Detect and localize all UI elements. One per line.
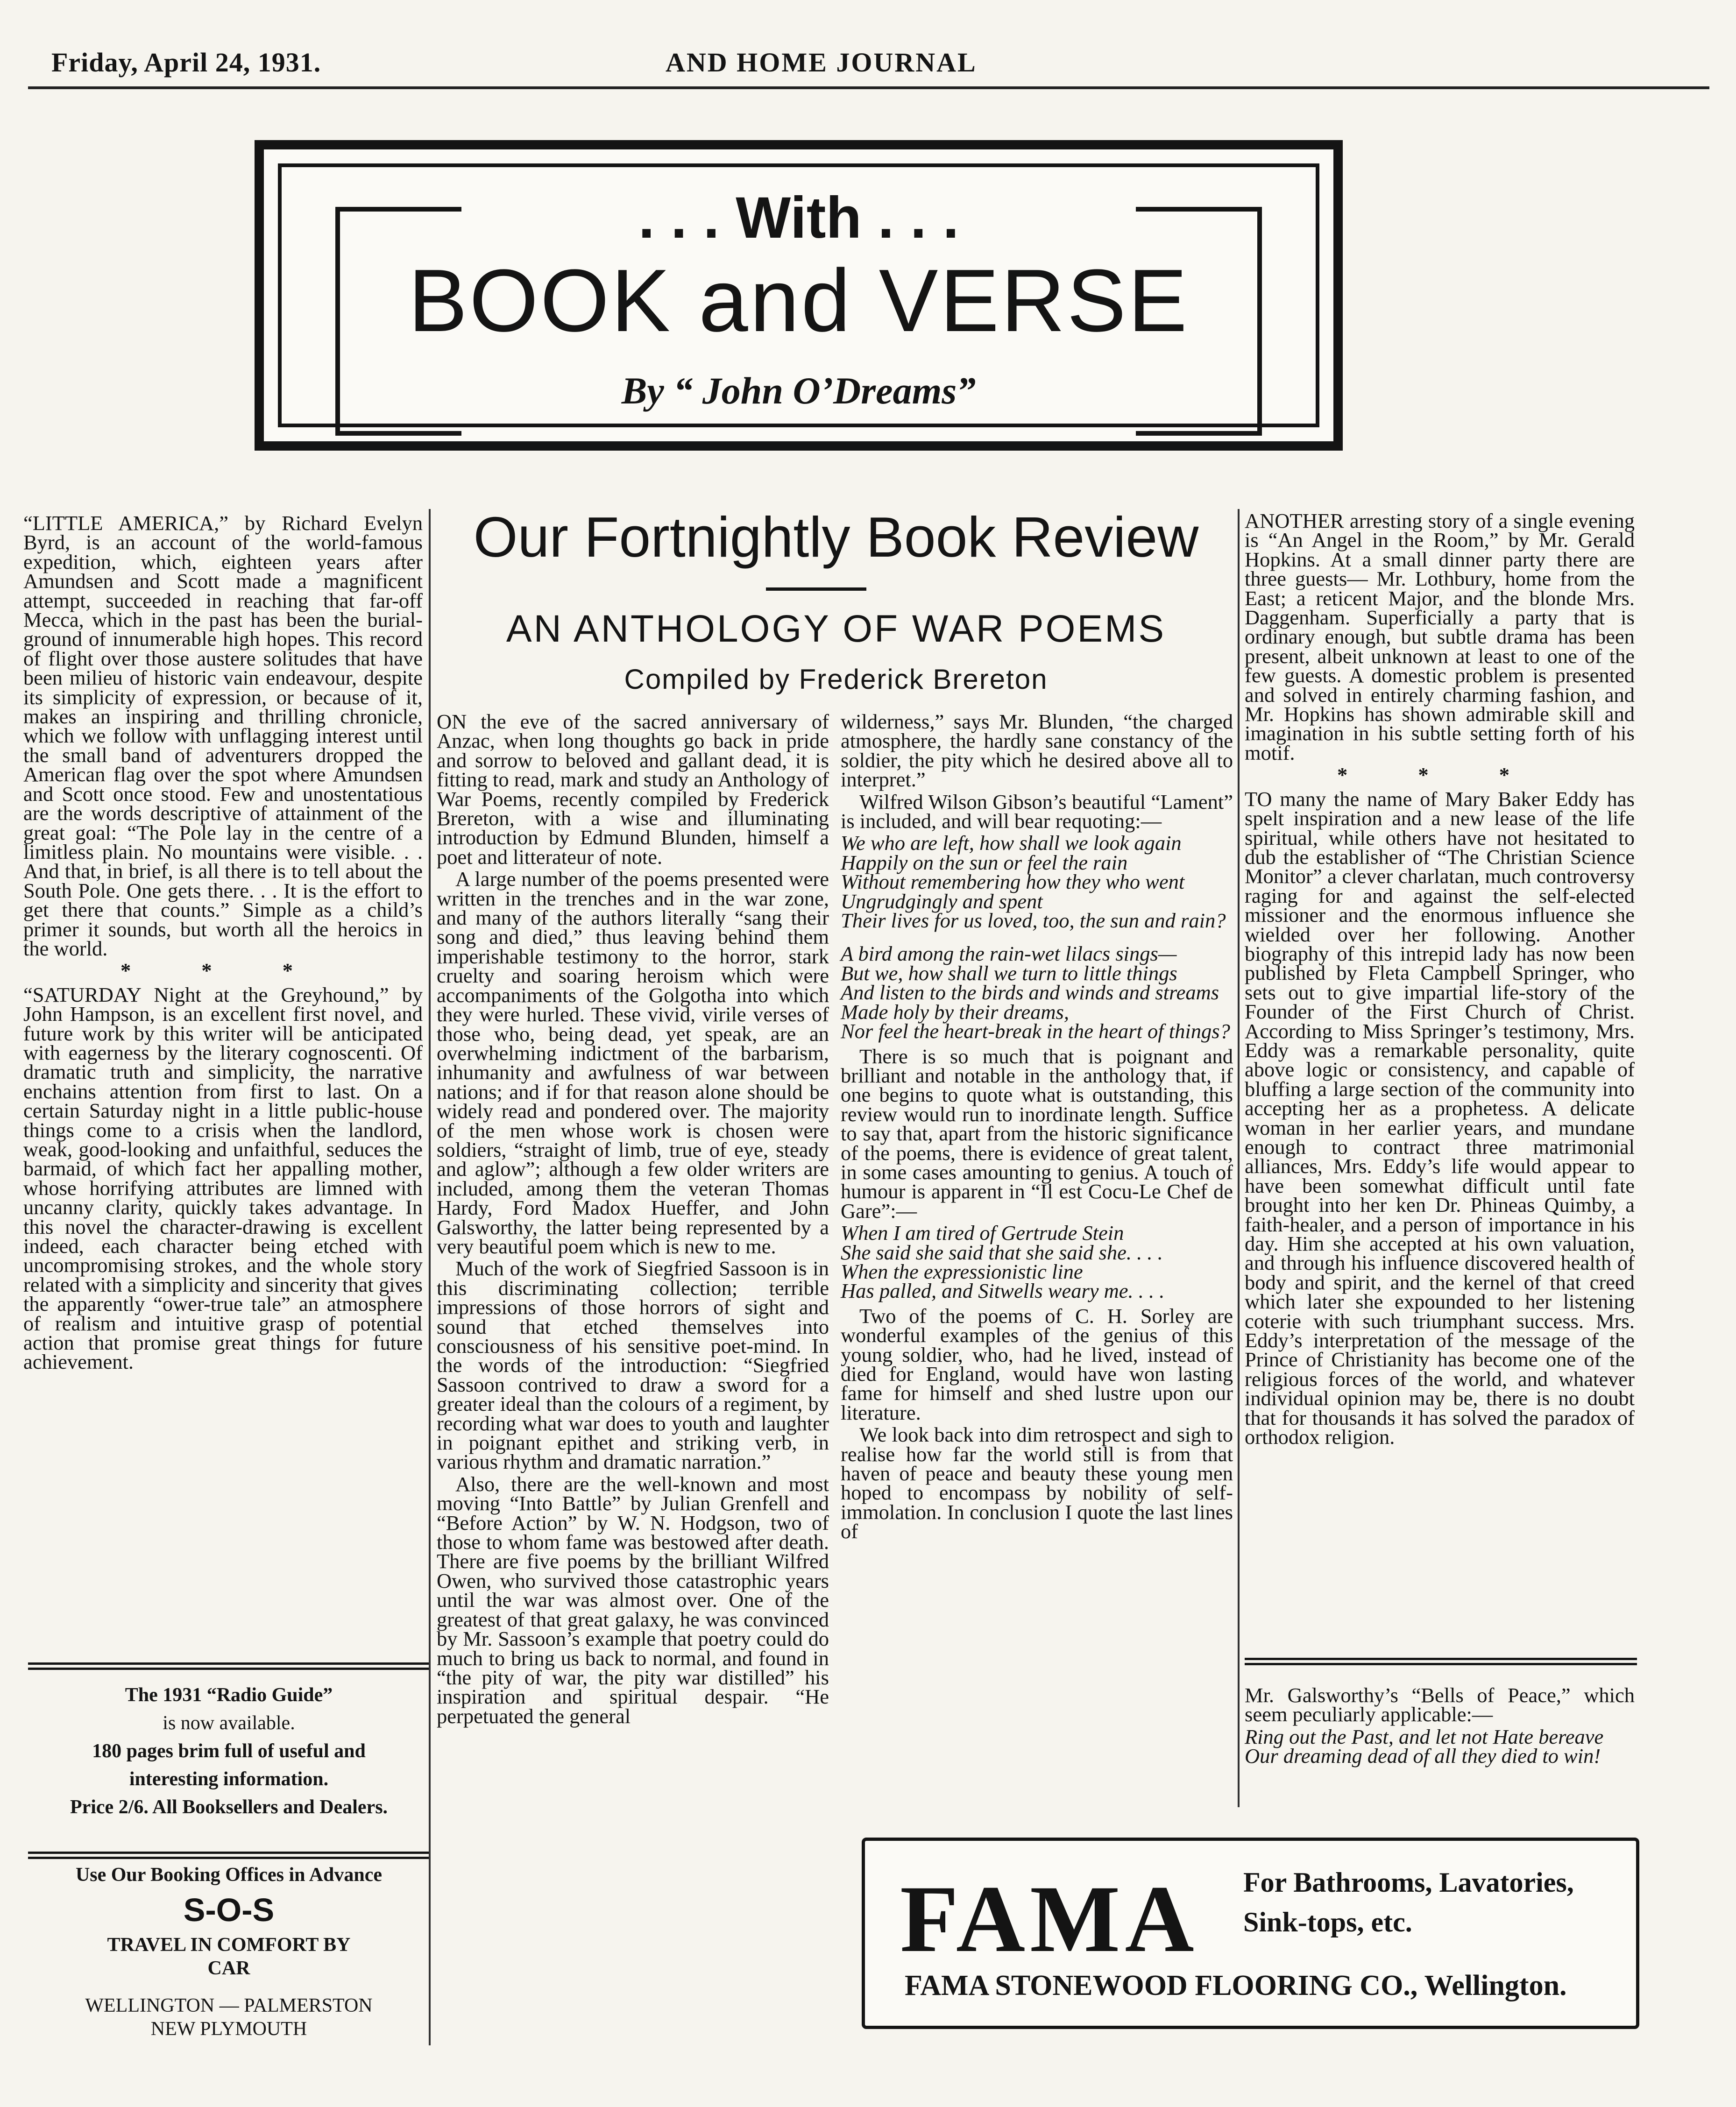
grenfell-owen-paragraph: Also, there are the well-known and most moving “Into Battle” by Julian Grenfell and “Before Action” by W. N. Hodgson, two of those to whom fame was bestowed after death. There are five poems by the brilliant Wilfred Owen, who survived those catastrophic years until the war was almost over. One of the greatest of that great galaxy, he was convinced by Mr. Sassoon’s example that poetry could do much to bring us back to normal, and found in “the pity of war, the pity war distilled” his inspiration and spiritual despair. “He perpetuated the general <box>437 1472 829 1728</box>
verse-line: Nor feel the heart-break in the heart of things? <box>841 1019 1230 1043</box>
verse-line: Ring out the Past, and let not Hate bereave <box>1245 1725 1604 1748</box>
center-left-column <box>437 712 829 1729</box>
verse-line: We who are left, how shall we look again <box>841 831 1182 855</box>
sos-name: S-O-S <box>183 1892 275 1928</box>
center-right-column <box>841 712 1233 1544</box>
left-divider-2 <box>28 1852 430 1859</box>
section-masthead <box>255 140 1343 451</box>
conclusion-paragraph: We look back into dim retrospect and sigh to realise how far the world still is from that haven of peace and beauty these young men hoped to encompass by nobility of self-immolation. In conclusion I quote the last lines of <box>841 1423 1233 1543</box>
sos-booking-line: Use Our Booking Offices in Advance <box>75 1864 383 1886</box>
bells-of-peace-verse <box>1245 1727 1635 1766</box>
verse-line: She said she said that she said she. . . . <box>841 1240 1163 1264</box>
sos-travel-line: TRAVEL IN COMFORT BY CAR <box>107 1934 351 1979</box>
verse-line: Our dreaming dead of all they died to win! <box>1245 1744 1601 1768</box>
anthology-subtitle: AN ANTHOLOGY OF WAR POEMS <box>506 608 1166 650</box>
verse-line: When I am tired of Gertrude Stein <box>841 1221 1124 1245</box>
column-rule-right <box>1238 509 1240 1807</box>
galsworthy-block <box>1245 1683 1635 1772</box>
radio-guide-ad <box>28 1681 430 1821</box>
verse-line: Has palled, and Sitwells weary me. . . . <box>841 1279 1165 1303</box>
sassoon-paragraph: Much of the work of Siegfried Sassoon is in this discriminating collection; terrible impressions of those horrors of sight and sound that etched themselves into consciousness of his sensitive poet-mind. In the words of the introduction: “Siegfried Sassoon contrived to draw a sword for a greater ideal than the colours of a regiment, by recording what war does to youth and laughter in poignant epithet and striking verb, in various rhythm and dramatic narration.” <box>437 1257 829 1474</box>
little-america-review: “LITTLE AMERICA,” by Richard Evelyn Byrd, is an account of the world-famous expedition, which, eighteen years after Amundsen and Scott made a magnificent attempt, succeeded in reaching that far-off Mecca, which in the past has been the burial-ground of innumerable high hopes. This record of flight over those austere solitudes that have been milieu of historic vain endeavour, despite its simplicity of expression, or because of it, makes an inspiring and thrilling chronicle, which we follow with unflagging interest until the small band of adventurers dropped the American flag over the spot where Amundsen and Scott once stood. Few and unostentatious are the words descriptive of attainment of the great goal: “The Pole lay in the centre of a limitless plain. No mountains were visible. . . And that, in brief, is all there is to tell about the South Pole. One gets there. . . It is the effort to get there that counts.” Simple as a child’s primer it sounds, but worth all the heroics in the world. <box>23 511 423 960</box>
right-divider <box>1245 1658 1637 1665</box>
sos-cities-2: NEW PLYMOUTH <box>150 2018 307 2040</box>
fama-tagline-2: Sink-tops, etc. <box>1243 1907 1412 1937</box>
humour-verse <box>841 1223 1233 1301</box>
verse-line: Without remembering how they who went <box>841 870 1185 894</box>
blunden-quote: wilderness,” says Mr. Blunden, “the charged atmosphere, the hardly sane constancy of the soldier, the pity which he desired above all to interpret.” <box>841 710 1233 792</box>
verse-line: And listen to the birds and winds and streams <box>841 981 1219 1004</box>
verse-line: When the expressionistic line <box>841 1259 1083 1283</box>
poignant-paragraph: There is so much that is poignant and brilliant and notable in the anthology that, if one begins to quote what is outstanding, this review would run to inordinate length. Suffice to say that, apart from the historic significance of the poems, there is evidence of great talent, in some cases amounting to genius. A touch of humour is apparent in “Il est Cocu-Le Chef de Gare”:— <box>841 1044 1233 1223</box>
review-title: Our Fortnightly Book Review <box>473 505 1199 569</box>
verse-line: Their lives for us loved, too, the sun and rain? <box>841 909 1226 933</box>
verse-line: But we, how shall we turn to little things <box>841 961 1177 985</box>
fama-ad <box>862 1838 1639 2029</box>
column-rule-left <box>429 509 431 2045</box>
journal-title: AND HOME JOURNAL <box>666 47 977 78</box>
sos-ad <box>28 1863 430 2041</box>
header-rule <box>28 86 1709 89</box>
galsworthy-intro: Mr. Galsworthy’s “Bells of Peace,” which seem peculiarly applicable:— <box>1245 1683 1635 1726</box>
fama-company: FAMA STONEWOOD FLOORING CO., Wellington. <box>905 1970 1567 2001</box>
right-column <box>1245 511 1635 1450</box>
radio-guide-price: Price 2/6. All Booksellers and Dealers. <box>70 1796 388 1818</box>
mary-baker-eddy-review: TO many the name of Mary Baker Eddy has spelt inspiration and a new lease of the life spiritual, while others have not hesitated to dub the establisher of “The Christian Science Monitor” a clever charlatan, much controversy raging for and against the self-elected missioner and the enormous influence she wielded over her following. Another biography of this intrepid lady has now been published by Fleta Campbell Springer, who sets out to give impartial life-story of the Founder of the First Church of Christ. According to Miss Springer’s testimony, Mrs. Eddy was a remarkable personality, quite above logic or consistency, and capable of bluffing a large section of the community into accepting her as a prophetess. A delicate woman in her earlier years, and mundane enough to contract three matrimonial alliances, Mrs. Eddy’s life would appear to have been somewhat difficult until fate brought into her ken Dr. Phineas Quimby, a faith-healer, and a person of importance in his day. Him she accepted at his own valuation, and through his influence discovered health of body and spirit, and the kernel of that creed which later she expounded to her listening coterie with such triumphant success. Mrs. Eddy’s interpretation of the message of the Prince of Christianity has become one of the religious forces of the world, and whatever individual opinion may be, there is no doubt that for thousands it has solved the paradox of orthodox religion. <box>1245 787 1635 1449</box>
sos-cities-1: WELLINGTON — PALMERSTON <box>85 1995 373 2016</box>
section-stars: * * * <box>120 959 326 983</box>
radio-guide-available: is now available. <box>163 1712 295 1734</box>
compiled-by: Compiled by Frederick Brereton <box>624 664 1048 695</box>
fama-logo: FAMA <box>900 1866 1199 1972</box>
masthead-with: . . . With . . . <box>638 185 959 250</box>
masthead-title: BOOK and VERSE <box>408 251 1189 350</box>
fama-tagline-1: For Bathrooms, Lavatories, <box>1243 1867 1574 1898</box>
radio-guide-title: The 1931 “Radio Guide” <box>125 1684 333 1706</box>
lament-verse <box>841 831 1233 1043</box>
angel-in-room-review: ANOTHER arresting story of a single evening is “An Angel in the Room,” by Mr. Gerald Hopkins. At a small dinner party there are three guests— Mr. Lothbury, home from the East; a reticent Major, and the blonde Mrs. Daggenham. Superficially a party that is ordinary enough, but subtle drama has been present, albeit unknown at least to one of the few guests. A domestic problem is presented and solved in entirely charming fashion, and Mr. Hopkins has shown admirable skill and imagination in his subtle setting forth of his motif. <box>1245 509 1635 764</box>
verse-line: Ungrudgingly and spent <box>841 889 1043 913</box>
sorley-paragraph: Two of the poems of C. H. Sorley are wonderful examples of the genius of this young soldier, who, had he lived, instead of died for England, would have won lasting fame for himself and shed lustre upon our literature. <box>841 1304 1233 1424</box>
left-column <box>23 511 423 1375</box>
section-stars: * * * <box>1337 763 1542 787</box>
page-date: Friday, April 24, 1931. <box>51 47 321 78</box>
verse-line: Made holy by their dreams, <box>841 1000 1069 1024</box>
title-rule <box>766 587 866 591</box>
left-divider <box>28 1662 430 1670</box>
gibson-intro: Wilfred Wilson Gibson’s beautiful “Lament” is included, and will bear requoting:— <box>841 790 1233 833</box>
radio-guide-pages: 180 pages brim full of useful and interesting information. <box>92 1740 366 1790</box>
masthead-byline: By “ John O’Dreams” <box>621 369 976 412</box>
saturday-night-review: “SATURDAY Night at the Greyhound,” by John Hampson, is an excellent first novel, and future work by this writer will be anticipated with eagerness by the literary cognoscenti. Of dramatic truth and simplicity, the narrative enchains attention from first to last. On a certain Saturday night in a little public-house things come to a crisis when the landlord, weak, good-looking and unfaithful, seduces the barmaid, of which fact her appalling mother, whose horrifying attributes are limned with uncanny clarity, quickly takes advantage. In this novel the character-drawing is excellent indeed, each character being etched with uncompromising strokes, and the whole story related with a simplicity and sincerity that gives the apparently “ower-true tale” an atmosphere of realism and intuitive grasp of potential action that promise great things for future achievement. <box>23 983 423 1374</box>
verse-line: Happily on the sun or feel the rain <box>841 850 1128 874</box>
poems-overview: A large number of the poems presented were written in the trenches and in the war zone, and many of the authors literally “sang their song and died,” thus leaving behind them imperishable testimony to the horror, stark cruelty and soaring heroism which were accompaniments of the Golgotha into which they were hurled. These vivid, virile verses of those who, being dead, yet speak, are an overwhelming indictment of the barbarism, inhumanity and awfulness of war between nations; and if for that reason alone should be widely read and pondered over. The majority of the men whose work is chosen were soldiers, “straight of limb, true of eye, steady and aglow”; although a few older writers are included, among them the veteran Thomas Hardy, Ford Madox Hueffer, and John Galsworthy, the latter being represented by a very beautiful poem which is new to me. <box>437 867 829 1258</box>
verse-line: A bird among the rain-wet lilacs sings— <box>841 942 1177 966</box>
anzac-intro: ON the eve of the sacred anniversary of Anzac, when long thoughts go back in pride and sorrow to beloved and gallant dead, it is fitting to read, mark and study an Anthology of War Poems, recently compiled by Frederick Brereton, with a wise and illuminating introduction by Edmund Blunden, himself a poet and litterateur of note. <box>437 710 829 869</box>
